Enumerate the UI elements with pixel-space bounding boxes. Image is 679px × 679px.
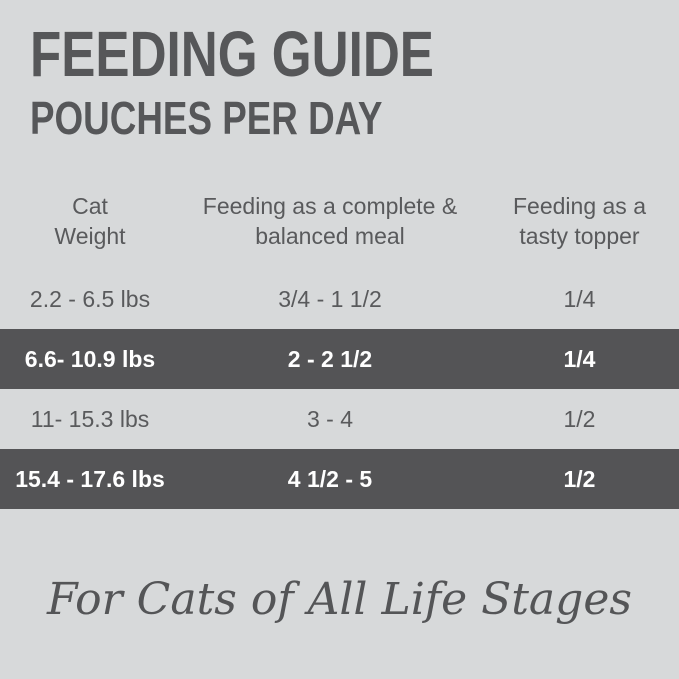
- column-header-tasty-topper: [480, 191, 679, 251]
- title-block: [30, 18, 535, 144]
- column-header-cat-weight: [0, 191, 180, 251]
- column-header-complete-meal: [180, 191, 480, 251]
- cell-complete-meal: 2 - 2 1/2: [287, 345, 373, 372]
- column-header-label: Feeding as a: [513, 193, 646, 219]
- column-header-label: Cat: [72, 193, 108, 219]
- cell-tasty-topper: 1/4: [563, 345, 596, 372]
- table-header-row: [0, 191, 679, 251]
- table-row: [0, 269, 679, 329]
- cell-tasty-topper: 1/2: [563, 405, 596, 432]
- life-stages-tagline: For Cats of All Life Stages: [47, 574, 632, 625]
- cell-complete-meal: 3/4 - 1 1/2: [278, 285, 382, 312]
- column-header-label: tasty topper: [519, 223, 640, 249]
- cell-complete-meal: 3 - 4: [306, 405, 354, 432]
- cell-complete-meal: 4 1/2 - 5: [287, 465, 373, 492]
- column-header-label: Weight: [54, 223, 126, 249]
- cell-cat-weight: 6.6- 10.9 lbs: [24, 345, 156, 372]
- table-row-highlighted: [0, 329, 679, 389]
- page-title: FEEDING GUIDE: [30, 18, 434, 90]
- table-row-highlighted: [0, 449, 679, 509]
- cell-tasty-topper: 1/4: [563, 285, 596, 312]
- cell-cat-weight: 11- 15.3 lbs: [30, 405, 150, 432]
- table-row: [0, 389, 679, 449]
- cell-tasty-topper: 1/2: [563, 465, 596, 492]
- column-header-label: Feeding as a complete &: [202, 193, 458, 219]
- cell-cat-weight: 15.4 - 17.6 lbs: [15, 465, 165, 492]
- column-header-label: balanced meal: [255, 223, 405, 249]
- cell-cat-weight: 2.2 - 6.5 lbs: [29, 285, 151, 312]
- table-body: [0, 269, 679, 509]
- page-subtitle: POUCHES PER DAY: [30, 92, 383, 144]
